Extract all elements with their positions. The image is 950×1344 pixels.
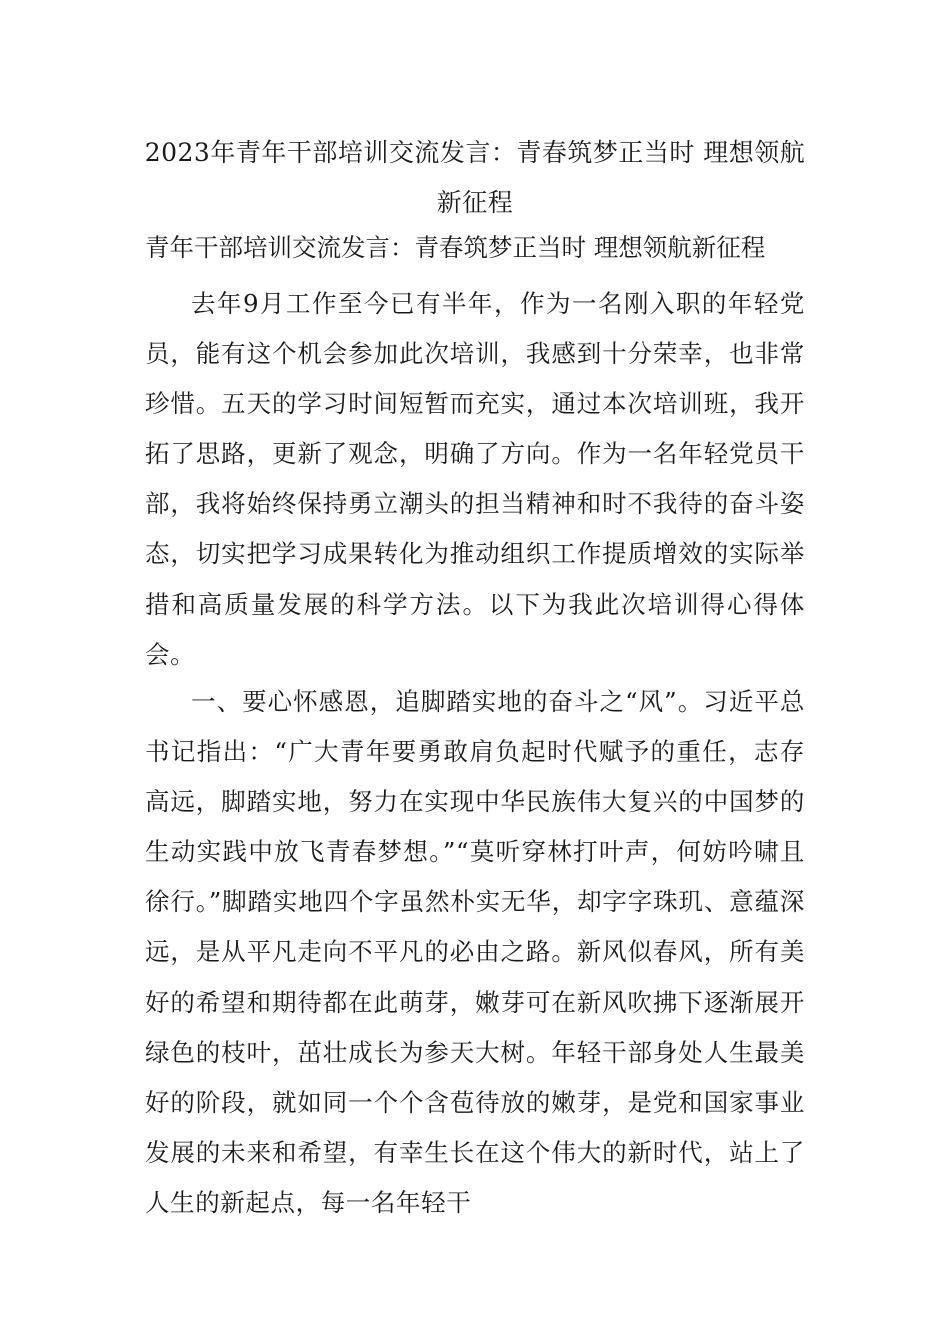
document-subtitle: 青年干部培训交流发言：青春筑梦正当时 理想领航新征程 bbox=[145, 233, 766, 262]
paragraph-intro: 去年9月工作至今已有半年，作为一名刚入职的年轻党员，能有这个机会参加此次培训，我感到十分荣幸，也非常珍惜。五天的学习时间短暂而充实，通过本次培训班，我开拓了思路，更新了观念，明确了方向。作为一名年轻党员干部，我将始终保持勇立潮头的担当精神和时不我待的奋斗姿态，切实把学习成果转化为推动组织工作提质增效的实际举措和高质量发展的科学方法。以下为我此次培训得心得体会。 bbox=[145, 289, 805, 669]
document-title: 2023年青年干部培训交流发言：青春筑梦正当时 理想领航新征程 bbox=[144, 138, 806, 217]
paragraph-section-one: 一、要心怀感恩，追脚踏实地的奋斗之“风”。习近平总书记指出：“广大青年要勇敢肩负起时代赋予的重任，志存高远，脚踏实地，努力在实现中华民族伟大复兴的中国梦的生动实践中放飞青春梦想。”“莫听穿林打叶声，何妨吟啸且徐行。”脚踏实地四个字虽然朴实无华，却字字珠玑、意蕴深远，是从平凡走向不平凡的必由之路。新风似春风，所有美好的希望和期待都在此萌芽，嫩芽可在新风吹拂下逐渐展开绿色的枝叶，茁壮成长为参天大树。年轻干部身处人生最美好的阶段，就如同一个个含苞待放的嫩芽，是党和国家事业发展的未来和希望，有幸生长在这个伟大的新时代，站上了人生的新起点，每一名年轻干 bbox=[145, 687, 805, 1217]
